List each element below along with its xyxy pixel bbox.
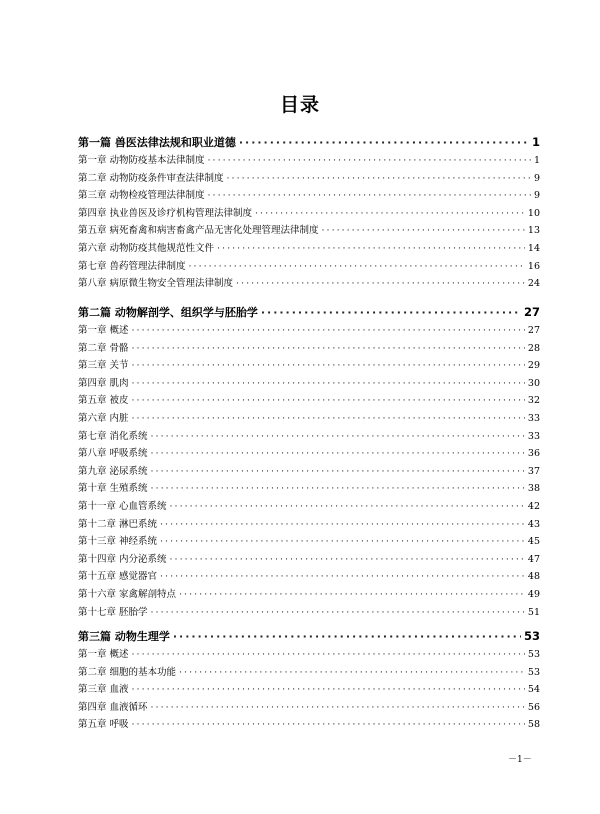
toc-page-number: 43 [527, 518, 540, 530]
toc-chapter-row[interactable] [78, 322, 540, 340]
toc-leader [132, 410, 525, 428]
toc-chapter-label: 第六章 内脏 [78, 412, 129, 424]
toc-section-3 [78, 626, 540, 734]
toc-part-label: 第三篇 动物生理学 [78, 630, 170, 643]
toc-page-number: 36 [527, 448, 540, 460]
toc-chapter-row[interactable] [78, 699, 540, 717]
toc-chapter-label: 第十二章 淋巴系统 [78, 518, 158, 530]
toc-chapter-row[interactable] [78, 551, 540, 569]
toc-leader [173, 627, 521, 647]
toc-chapter-label: 第五章 呼吸 [78, 719, 129, 731]
toc-chapter-row[interactable] [78, 445, 540, 463]
toc-chapter-label: 第三章 动物检疫管理法律制度 [78, 190, 205, 202]
toc-page-number: 1 [533, 155, 540, 166]
toc-page-number: 14 [527, 242, 540, 254]
toc-page-number: 42 [527, 500, 540, 512]
toc-chapter-row[interactable] [78, 222, 540, 240]
toc-page-number: 45 [527, 536, 540, 548]
toc-chapter-row[interactable] [78, 410, 540, 428]
toc-leader [179, 664, 525, 682]
toc-chapter-row[interactable] [78, 604, 540, 622]
toc-page-number: 28 [527, 342, 540, 354]
toc-leader [170, 551, 525, 569]
toc-chapter-row[interactable] [78, 205, 540, 223]
toc-section-2 [78, 302, 540, 621]
toc-chapter-label: 第十五章 感觉器官 [78, 571, 158, 583]
toc-chapter-label: 第三章 关节 [78, 360, 129, 372]
toc-chapter-label: 第十四章 内分泌系统 [78, 553, 167, 565]
toc-leader [160, 516, 525, 534]
toc-chapter-row[interactable] [78, 586, 540, 604]
toc-leader [160, 568, 525, 586]
toc-chapter-label: 第十七章 胚胎学 [78, 606, 148, 618]
toc-chapter-label: 第四章 肌肉 [78, 377, 129, 389]
toc-leader [217, 240, 525, 258]
toc-page-number: 9 [533, 190, 540, 202]
toc-leader [208, 187, 531, 205]
toc-leader [322, 222, 525, 240]
toc-chapter-label: 第十章 生殖系统 [78, 483, 148, 495]
toc-chapter-label: 第四章 血液循环 [78, 701, 148, 713]
toc-page-number: 1 [531, 135, 540, 149]
toc-chapter-label: 第二章 骨骼 [78, 342, 129, 354]
toc-page-number: 49 [527, 588, 540, 600]
toc-chapter-label: 第二章 动物防疫条件审查法律制度 [78, 172, 224, 184]
toc-chapter-row[interactable] [78, 681, 540, 699]
toc-chapter-row[interactable] [78, 516, 540, 534]
toc-leader [132, 357, 525, 375]
toc-page-number: 32 [527, 395, 540, 407]
page-title: 目录 [279, 94, 320, 116]
toc-chapter-label: 第五章 病死畜禽和病害畜禽产品无害化处理管理法律制度 [78, 225, 319, 237]
toc-chapter-label: 第十一章 心血管系统 [78, 500, 167, 512]
toc-leader [151, 463, 525, 481]
toc-leader [236, 275, 525, 293]
toc-chapter-label: 第九章 泌尿系统 [78, 465, 148, 477]
toc-page-number: 37 [527, 465, 540, 477]
toc-leader [255, 205, 525, 223]
toc-part-heading[interactable] [78, 132, 540, 152]
toc-leader [151, 699, 525, 717]
toc-chapter-row[interactable] [78, 392, 540, 410]
toc-leader [132, 340, 525, 358]
toc-leader [179, 586, 525, 604]
toc-part-label: 第一篇 兽医法律法规和职业道德 [78, 136, 236, 149]
toc-chapter-row[interactable] [78, 375, 540, 393]
toc-leader [151, 445, 525, 463]
toc-part-heading[interactable] [78, 626, 540, 646]
toc-chapter-label: 第六章 动物防疫其他规范性文件 [78, 242, 215, 254]
page-footer-number: －1－ [508, 755, 532, 765]
toc-leader [132, 375, 525, 393]
toc-chapter-label: 第一章 概述 [78, 325, 129, 336]
toc-page-number: 53 [523, 629, 540, 643]
toc-chapter-row[interactable] [78, 568, 540, 586]
toc-chapter-label: 第七章 兽药管理法律制度 [78, 260, 186, 272]
toc-chapter-row[interactable] [78, 664, 540, 682]
toc-chapter-row[interactable] [78, 340, 540, 358]
toc-chapter-row[interactable] [78, 275, 540, 293]
toc-leader [227, 170, 531, 188]
toc-part-heading[interactable] [78, 302, 540, 322]
toc-chapter-label: 第二章 细胞的基本功能 [78, 666, 177, 678]
toc-page-number: 51 [527, 606, 540, 618]
toc-page-number: 13 [527, 225, 540, 237]
toc-leader [132, 646, 525, 664]
toc-leader [132, 716, 525, 734]
toc-chapter-label: 第五章 被皮 [78, 395, 129, 407]
toc-chapter-row[interactable] [78, 187, 540, 205]
toc-page-number: 53 [527, 666, 540, 678]
toc-chapter-label: 第四章 执业兽医及诊疗机构管理法律制度 [78, 207, 253, 219]
toc-chapter-row[interactable] [78, 716, 540, 734]
toc-chapter-row[interactable] [78, 258, 540, 276]
toc-leader [151, 604, 525, 622]
toc-leader [239, 133, 529, 153]
toc-section-1 [78, 132, 540, 293]
toc-leader [189, 258, 525, 276]
toc-chapter-label: 第八章 病原微生物安全管理法律制度 [78, 278, 234, 290]
toc-page-number: 54 [527, 684, 540, 696]
toc-page-number: 53 [527, 649, 540, 660]
toc-page-number: 29 [527, 360, 540, 372]
toc-chapter-label: 第八章 呼吸系统 [78, 448, 148, 460]
toc-chapter-label: 第十三章 神经系统 [78, 536, 158, 548]
toc-page-number: 10 [527, 207, 540, 219]
toc-page-number: 9 [533, 172, 540, 184]
toc-chapter-row[interactable] [78, 428, 540, 446]
toc-chapter-row[interactable] [78, 480, 540, 498]
toc-chapter-row[interactable] [78, 646, 540, 664]
toc-leader [132, 392, 525, 410]
toc-leader [132, 681, 525, 699]
toc-chapter-label: 第七章 消化系统 [78, 430, 148, 442]
toc-part-label: 第二篇 动物解剖学、组织学与胚胎学 [78, 306, 258, 319]
toc-page-number: 33 [527, 430, 540, 442]
toc-leader [170, 498, 525, 516]
toc-leader [160, 533, 525, 551]
toc-page-number: 16 [527, 260, 540, 272]
toc-chapter-label: 第一章 动物防疫基本法律制度 [78, 155, 205, 166]
toc-page-number: 24 [527, 278, 540, 290]
toc-leader [151, 428, 525, 446]
toc-chapter-row[interactable] [78, 152, 540, 170]
toc-chapter-row[interactable] [78, 498, 540, 516]
toc-chapter-row[interactable] [78, 357, 540, 375]
toc-chapter-label: 第一章 概述 [78, 649, 129, 660]
toc-page-number: 58 [527, 719, 540, 731]
toc-chapter-row[interactable] [78, 170, 540, 188]
toc-page-number: 56 [527, 701, 540, 713]
toc-leader [261, 303, 521, 323]
toc-chapter-row[interactable] [78, 463, 540, 481]
toc-leader [132, 322, 525, 340]
toc-chapter-row[interactable] [78, 240, 540, 258]
toc-chapter-label: 第十六章 家禽解剖特点 [78, 588, 177, 600]
toc-page-number: 27 [527, 325, 540, 336]
toc-chapter-label: 第三章 血液 [78, 684, 129, 696]
toc-chapter-row[interactable] [78, 533, 540, 551]
toc-leader [208, 152, 531, 170]
toc-page-number: 30 [527, 377, 540, 389]
toc-page-number: 38 [527, 483, 540, 495]
toc-leader [151, 480, 525, 498]
toc-page-number: 33 [527, 412, 540, 424]
toc-page-number: 27 [523, 305, 540, 319]
toc-page-number: 47 [527, 553, 540, 565]
toc-page-number: 48 [527, 571, 540, 583]
